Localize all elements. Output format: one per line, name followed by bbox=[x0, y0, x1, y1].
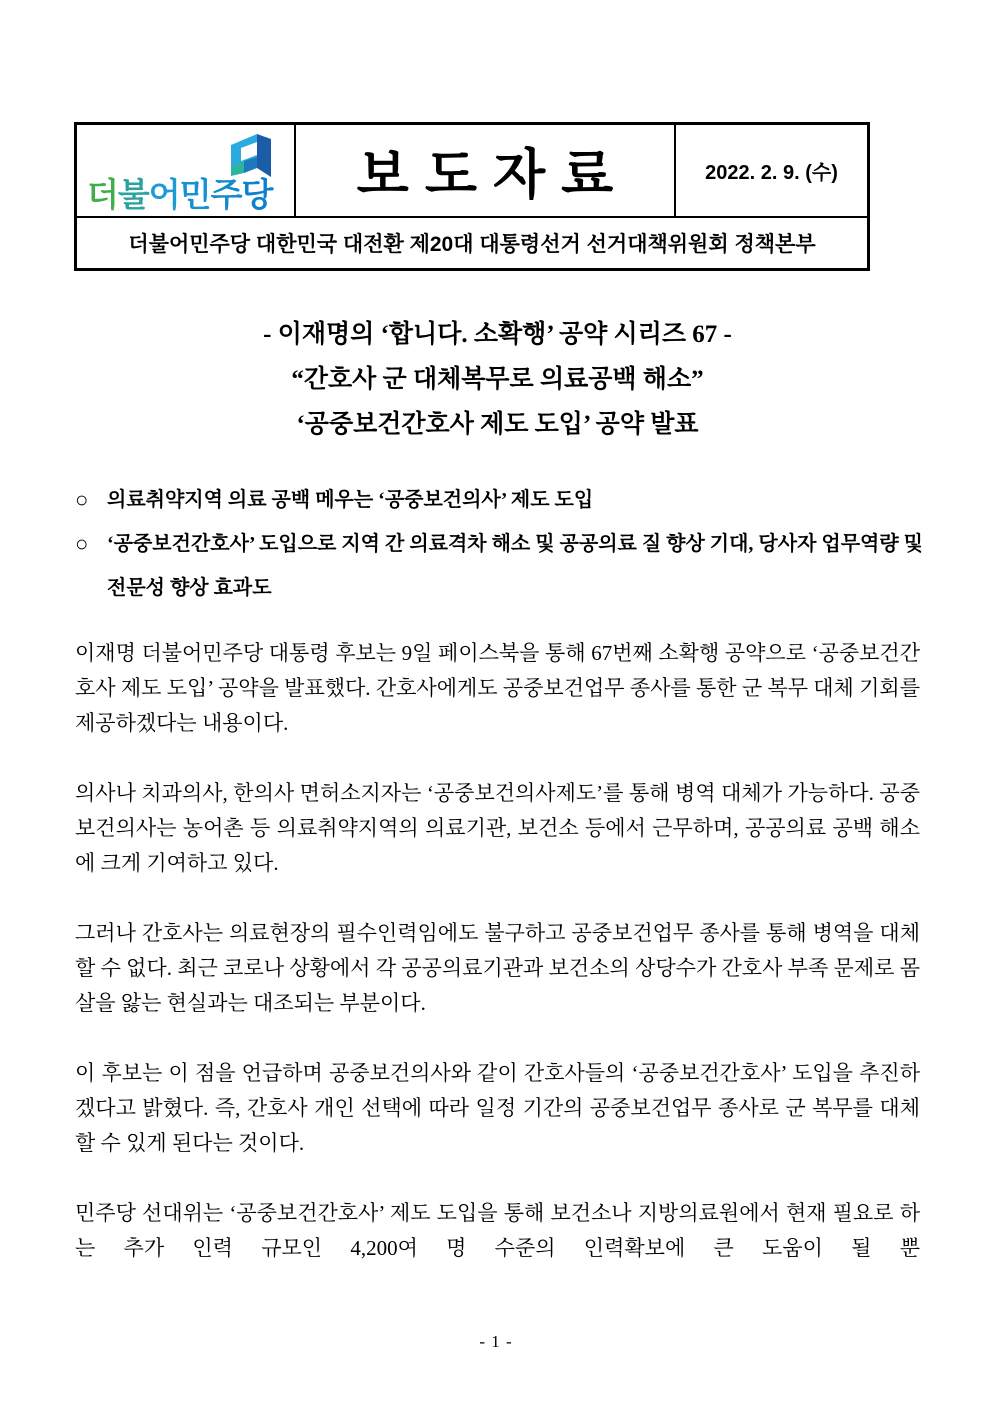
body-paragraphs bbox=[75, 636, 920, 1301]
logo-char: 어 bbox=[148, 176, 180, 213]
press-release-title: 보도자료 bbox=[356, 145, 630, 205]
bullet-item-1 bbox=[75, 478, 923, 522]
paragraph-3: 그러나 간호사는 의료현장의 필수인력임에도 불구하고 공중보건업무 종사를 통해 병역을 대체할 수 없다. 최근 코로나 상황에서 각 공공의료기관과 보건소의 상당수가 간호사 부족 문제로 몸살을 앓는 현실과는 대조되는 부분이다. bbox=[75, 921, 920, 1015]
circle-bullet-icon: ○ bbox=[75, 487, 89, 512]
bullet-text-1: 의료취약지역 의료 공백 메우는 ‘공중보건의사’ 제도 도입 bbox=[107, 489, 594, 511]
paragraph-4: 이 후보는 이 점을 언급하며 공중보건의사와 같이 간호사들의 ‘공중보건간호사’ 도입을 추진하겠다고 밝혔다. 즉, 간호사 개인 선택에 따라 일정 기간의 공중보건업무 종사로 군 복무를 대체할 수 있게 된다는 것이다. bbox=[75, 1061, 920, 1155]
header-row-top bbox=[77, 125, 867, 218]
paragraph-2: 의사나 치과의사, 한의사 면허소지자는 ‘공중보건의사제도’를 통해 병역 대체가 가능하다. 공중보건의사는 농어촌 등 의료취약지역의 의료기관, 보건소 등에서 근무하며, 공공의료 공백 해소에 크게 기여하고 있다. bbox=[75, 781, 920, 875]
bullet-text-2: ‘공중보건간호사’ 도입으로 지역 간 의료격차 해소 및 공공의료 질 향상 기대, 당사자 업무역량 및 전문성 향상 효과도 bbox=[107, 533, 923, 599]
summary-bullets bbox=[75, 478, 923, 610]
header-subtitle-bar bbox=[77, 218, 867, 268]
headline-line-3: ‘공중보건간호사 제도 도입’ 공약 발표 bbox=[296, 411, 699, 438]
headline-line-2: “간호사 군 대체복무로 의료공백 해소” bbox=[291, 366, 704, 393]
page-number: - 1 - bbox=[479, 1332, 513, 1351]
party-logo bbox=[77, 125, 296, 216]
circle-bullet-icon: ○ bbox=[75, 531, 89, 556]
header-table bbox=[74, 122, 870, 271]
logo-char: 더 bbox=[87, 176, 118, 213]
logo-char: 불 bbox=[117, 176, 149, 213]
bullet-item-2 bbox=[75, 522, 923, 610]
date-label: 2022. 2. 9. (수) bbox=[705, 162, 838, 184]
date-cell bbox=[676, 125, 867, 216]
logo-char: 주 bbox=[210, 176, 242, 213]
logo-char: 민 bbox=[179, 176, 211, 213]
headline-line-1: - 이재명의 ‘합니다. 소확행’ 공약 시리즈 67 - bbox=[263, 321, 732, 348]
subtitle-text: 더불어민주당 대한민국 대전환 제20대 대통령선거 선거대책위원회 정책본부 bbox=[128, 233, 816, 256]
party-logo-text bbox=[87, 169, 272, 216]
paragraph-5: 민주당 선대위는 ‘공중보건간호사’ 제도 도입을 통해 보건소나 지방의료원에서 현재 필요로 하는 추가 인력 규모인 4,200여 명 수준의 인력확보에 큰 도움이 될 뿐 bbox=[75, 1201, 920, 1260]
press-release-title-cell bbox=[296, 125, 676, 216]
logo-char: 당 bbox=[241, 176, 273, 213]
headline-block bbox=[75, 312, 920, 447]
paragraph-1: 이재명 더불어민주당 대통령 후보는 9일 페이스북을 통해 67번째 소확행 공약으로 ‘공중보건간호사 제도 도입’ 공약을 발표했다. 간호사에게도 공중보건업무 종사를 통한 군 복무 대체 기회를 제공하겠다는 내용이다. bbox=[75, 641, 920, 735]
